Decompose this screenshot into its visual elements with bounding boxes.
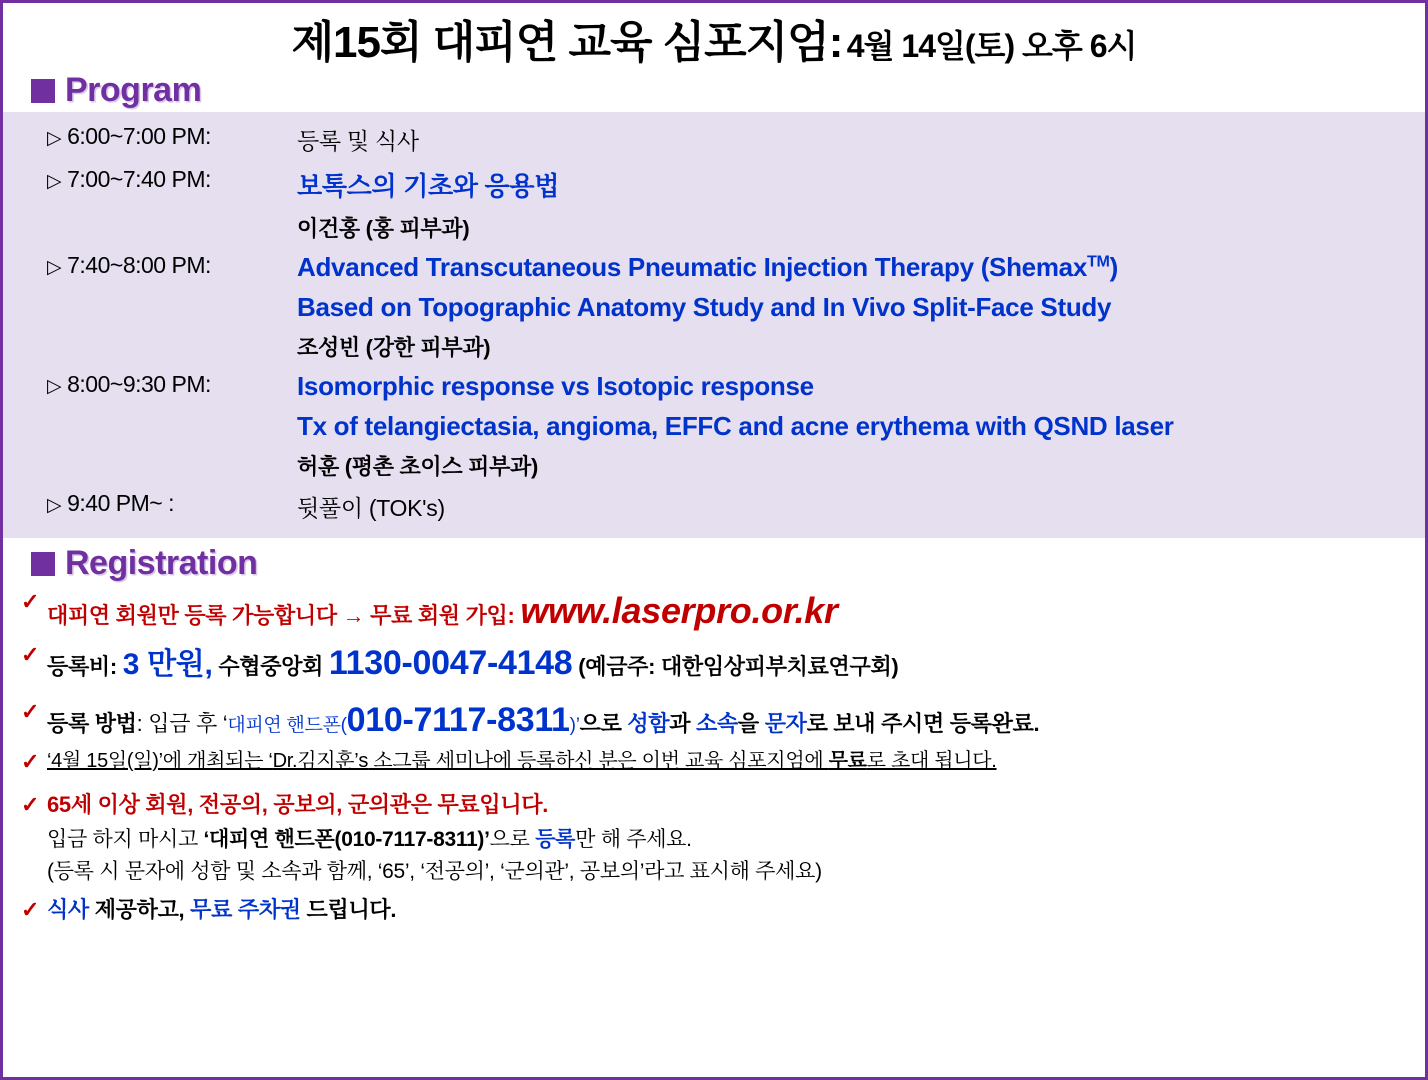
program-row: [3, 485, 1425, 528]
free-eligibility-headline: 65세 이상 회원, 전공의, 공보의, 군의관은 무료입니다.: [47, 791, 549, 817]
check-icon: ✓: [21, 897, 40, 923]
phone-quote: ‘대피연 핸드폰(010-7117-8311)’: [203, 828, 490, 852]
registration-section-header: [3, 544, 1425, 583]
check-icon: ✓: [21, 791, 40, 817]
registration-item: [3, 585, 1425, 638]
program-desc: 등록 및 식사: [297, 128, 419, 154]
affiliation-keyword: 소속: [696, 710, 738, 736]
registration-item-text: 등록비: 3 만원, 수협중앙회 1130-0047-4148 (예금주: 대한임상피부치료연구회): [47, 643, 899, 682]
title-main: 제15회 대피연 교육 심포지엄:: [291, 18, 843, 67]
program-speaker-row: [3, 208, 1425, 247]
check-icon: ✓: [21, 589, 40, 614]
registration-item-text: [47, 588, 838, 635]
membership-note: 대피연 회원만 등록 가능합니다 → 무료 회원 가입:: [47, 603, 515, 628]
program-topic: [297, 252, 1118, 283]
triangle-bullet-icon: ▷: [47, 128, 62, 149]
program-time: ▷ 6:00~7:00 PM:: [47, 123, 211, 149]
program-speaker: 허훈 (평촌 초이스 피부과): [297, 454, 539, 479]
sms-keyword: 문자: [764, 710, 807, 736]
program-speaker: 조성빈 (강한 피부과): [297, 335, 491, 360]
triangle-bullet-icon: ▷: [47, 257, 62, 278]
program-row: [3, 366, 1425, 407]
triangle-bullet-icon: ▷: [47, 376, 62, 397]
program-time: ▷ 8:00~9:30 PM:: [47, 371, 211, 397]
registration-item: [3, 886, 1425, 928]
check-icon: ✓: [21, 749, 40, 775]
program-topic-part: ): [1109, 252, 1119, 282]
meal-keyword: 식사: [47, 897, 89, 923]
program-topic-line2: Tx of telangiectasia, angioma, EFFC and acne erythema with QSND laser: [297, 411, 1174, 441]
program-speaker: 이건홍 (홍 피부과): [297, 216, 470, 241]
program-row: [3, 247, 1425, 288]
free-keyword: 무료: [828, 750, 867, 773]
phone-label: 대피연 핸드폰(: [227, 714, 347, 736]
program-topic-part: Advanced Transcutaneous Pneumatic Injection Therapy (Shemax: [297, 252, 1087, 282]
program-time: ▷ 7:40~8:00 PM:: [47, 252, 211, 278]
program-section-header: [3, 71, 1425, 110]
account-holder: (예금주: 대한임상피부치료연구회): [578, 653, 899, 679]
program-topic-cont: [3, 407, 1425, 446]
registration-item-text: 등록 방법: 입금 후 ‘대피연 핸드폰(010-7117-8311)’으로 성함과 소속을 문자로 보내 주시면 등록완료.: [47, 700, 1040, 739]
program-topic-line2: Based on Topographic Anatomy Study and In Vivo Split-Face Study: [297, 292, 1112, 322]
registration-item-text: ‘4월 15일(일)’에 개최되는 ‘Dr.김지훈’s 소그룹 세미나에 등록하신 분은 이번 교육 심포지엄에 무료로 초대 됩니다.: [47, 750, 997, 773]
program-time: ▷ 9:40 PM~ :: [47, 490, 174, 516]
free-eligibility-sub1: 입금 하지 마시고 ‘대피연 핸드폰(010-7117-8311)’으로 등록만 해 주세요.: [47, 828, 692, 852]
registration-item: [3, 779, 1425, 823]
parking-keyword: 무료 주차권: [190, 897, 301, 923]
registration-item-text: 식사 제공하고, 무료 주차권 드립니다.: [47, 897, 397, 923]
page-title: [3, 3, 1425, 65]
triangle-bullet-icon: ▷: [47, 171, 62, 192]
name-keyword: 성함: [627, 710, 670, 736]
program-time: ▷ 7:00~7:40 PM:: [47, 166, 211, 192]
program-row: [3, 118, 1425, 161]
program-desc: 뒷풀이 (TOK's): [297, 495, 445, 521]
square-bullet-icon: [31, 79, 55, 103]
program-topic-cont: [3, 288, 1425, 327]
program-section-label: Program: [65, 71, 202, 109]
triangle-bullet-icon: ▷: [47, 495, 62, 516]
bank-account: 1130-0047-4148: [328, 643, 573, 682]
program-row: [3, 161, 1425, 208]
program-topic: Isomorphic response vs Isotopic response: [297, 371, 814, 401]
program-list: [3, 112, 1425, 538]
howto-label: 등록 방법: [47, 710, 137, 736]
trademark-superscript: TM: [1086, 252, 1110, 271]
registration-item: [3, 638, 1425, 688]
square-bullet-icon: [31, 552, 55, 576]
check-icon: ✓: [21, 641, 40, 667]
seminar-name: Dr.김지훈’s: [272, 750, 369, 773]
bank-name: 수협중앙회: [218, 653, 324, 679]
fee-amount: 3 만원,: [122, 647, 213, 681]
registration-section-label: Registration: [65, 544, 258, 582]
registration-item: [3, 745, 1425, 779]
program-topic: 보톡스의 기초와 응용법: [297, 171, 560, 201]
registration-item-text: [47, 791, 548, 820]
registration-item: [3, 688, 1425, 745]
program-speaker-row: [3, 446, 1425, 485]
program-speaker-row: [3, 327, 1425, 366]
registration-list: [3, 583, 1425, 928]
website-link[interactable]: www.laserpro.or.kr: [520, 590, 838, 631]
register-keyword: 등록: [535, 828, 576, 852]
free-eligibility-sub2: (등록 시 문자에 성함 및 소속과 함께, ‘65’, ‘전공의’, ‘군의관’, 공보의’라고 표시해 주세요): [47, 860, 822, 884]
title-sub: 4월 14일(토) 오후 6시: [846, 28, 1137, 64]
check-icon: ✓: [21, 698, 40, 724]
fee-label: 등록비: [47, 653, 110, 679]
phone-number: 010-7117-8311: [346, 700, 570, 739]
